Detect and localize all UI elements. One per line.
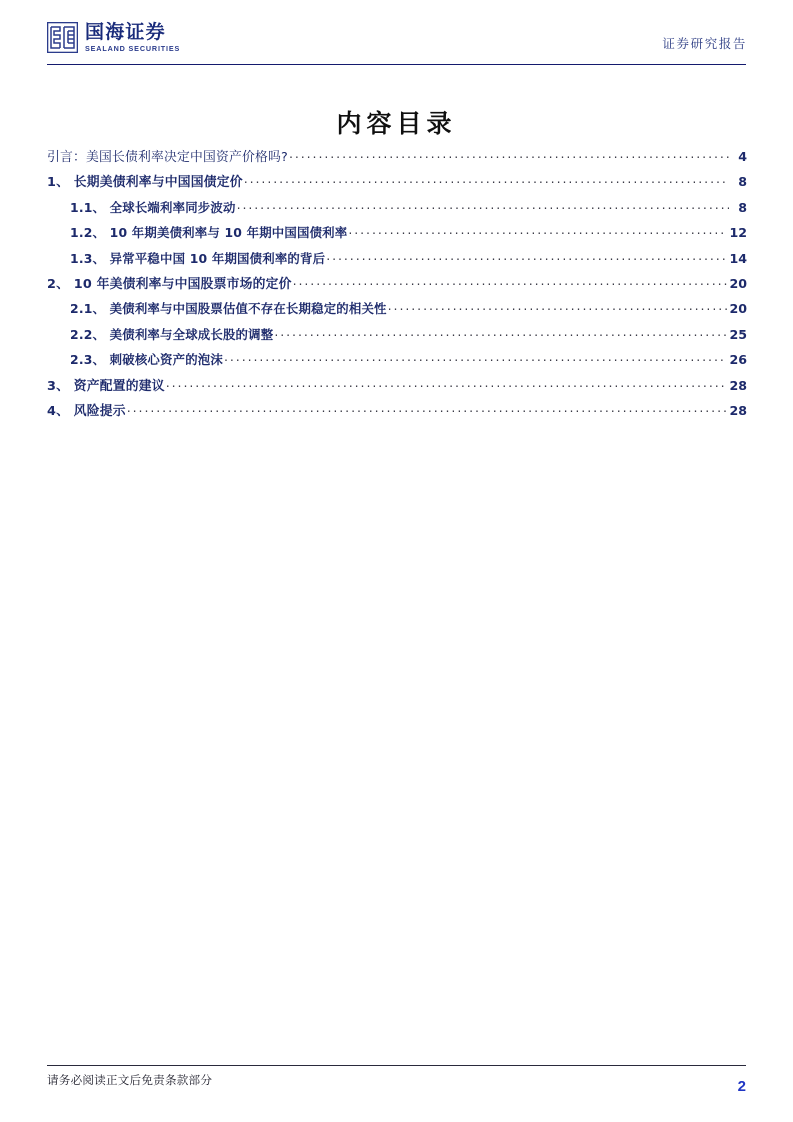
- toc-entry-page: 4: [738, 149, 747, 164]
- toc-dot-leader: [237, 196, 729, 212]
- page-header: [47, 22, 747, 66]
- toc-entry-label: 1.3、 异常平稳中国 10 年期国债利率的背后: [70, 250, 326, 266]
- toc-dot-leader: [274, 323, 727, 339]
- toc-dot-leader: [388, 297, 728, 313]
- footer-disclaimer-note: 请务必阅读正文后免责条款部分: [47, 1073, 213, 1087]
- toc-entry-label: 3、 资产配置的建议: [47, 378, 165, 394]
- toc-dot-leader: [348, 221, 727, 237]
- toc-entry-page: 14: [729, 250, 747, 266]
- toc-entry-2-1[interactable]: [47, 297, 747, 322]
- toc-entry-label: 1、 长期美债利率与中国国债定价: [47, 175, 243, 191]
- toc-entry-1[interactable]: [47, 170, 747, 195]
- toc-entry-2-2[interactable]: [47, 323, 747, 348]
- toc-entry-page: 25: [729, 326, 747, 342]
- logo-wordmark: [85, 20, 181, 53]
- logo-company-name-cn: 国海证券: [85, 20, 166, 43]
- toc-entry-label: 2.3、 刺破核心资产的泡沫: [70, 352, 223, 368]
- toc-entry-2[interactable]: [47, 272, 747, 297]
- toc-entry-page: 28: [729, 377, 747, 393]
- header-report-type-label: 证券研究报告: [662, 36, 747, 51]
- toc-entry-3[interactable]: [47, 374, 747, 399]
- toc-entry-label: 1.2、 10 年期美债利率与 10 年期中国国债利率: [70, 225, 348, 241]
- toc-entry-label: 1.1、 全球长端利率同步波动: [70, 199, 236, 215]
- toc-entry-label: 2.2、 美债利率与全球成长股的调整: [70, 326, 274, 342]
- toc-dot-leader: [224, 348, 727, 364]
- toc-entry-page: 8: [738, 174, 747, 190]
- toc-entry-page: 28: [729, 402, 747, 418]
- toc-entry-page: 20: [729, 275, 747, 291]
- toc-entry-label: 2、 10 年美债利率与中国股票市场的定价: [47, 276, 292, 292]
- toc-entry-1-1[interactable]: [47, 196, 747, 221]
- toc-dot-leader: [166, 374, 728, 390]
- toc-entry-page: 12: [729, 225, 747, 241]
- toc-entry-4[interactable]: [47, 399, 747, 424]
- footer-divider: [47, 1065, 746, 1066]
- table-of-contents: [47, 145, 747, 424]
- toc-dot-leader: [127, 399, 728, 415]
- toc-entry-label: 4、 风险提示: [47, 403, 126, 419]
- toc-entry-intro[interactable]: [47, 145, 747, 170]
- toc-dot-leader: [326, 247, 727, 263]
- toc-entry-1-3[interactable]: [47, 247, 747, 272]
- toc-dot-leader: [244, 170, 729, 186]
- sealand-maze-logo-icon: [47, 22, 78, 53]
- footer-page-number: 2: [737, 1078, 746, 1095]
- toc-dot-leader: [289, 145, 729, 161]
- toc-entry-1-2[interactable]: [47, 221, 747, 246]
- toc-entry-page: 8: [738, 199, 747, 215]
- toc-entry-page: 26: [729, 352, 747, 368]
- company-logo: [47, 22, 180, 53]
- logo-company-name-en: SEALAND SECURITIES: [85, 43, 181, 53]
- page-title: 内容目录: [336, 109, 457, 138]
- toc-entry-label: 2.1、 美债利率与中国股票估值不存在长期稳定的相关性: [70, 301, 387, 317]
- toc-dot-leader: [293, 272, 728, 288]
- toc-entry-2-3[interactable]: [47, 348, 747, 373]
- toc-entry-label: 引言：美国长债利率决定中国资产价格吗?: [47, 150, 288, 165]
- header-divider: [47, 64, 746, 65]
- toc-entry-page: 20: [729, 301, 747, 317]
